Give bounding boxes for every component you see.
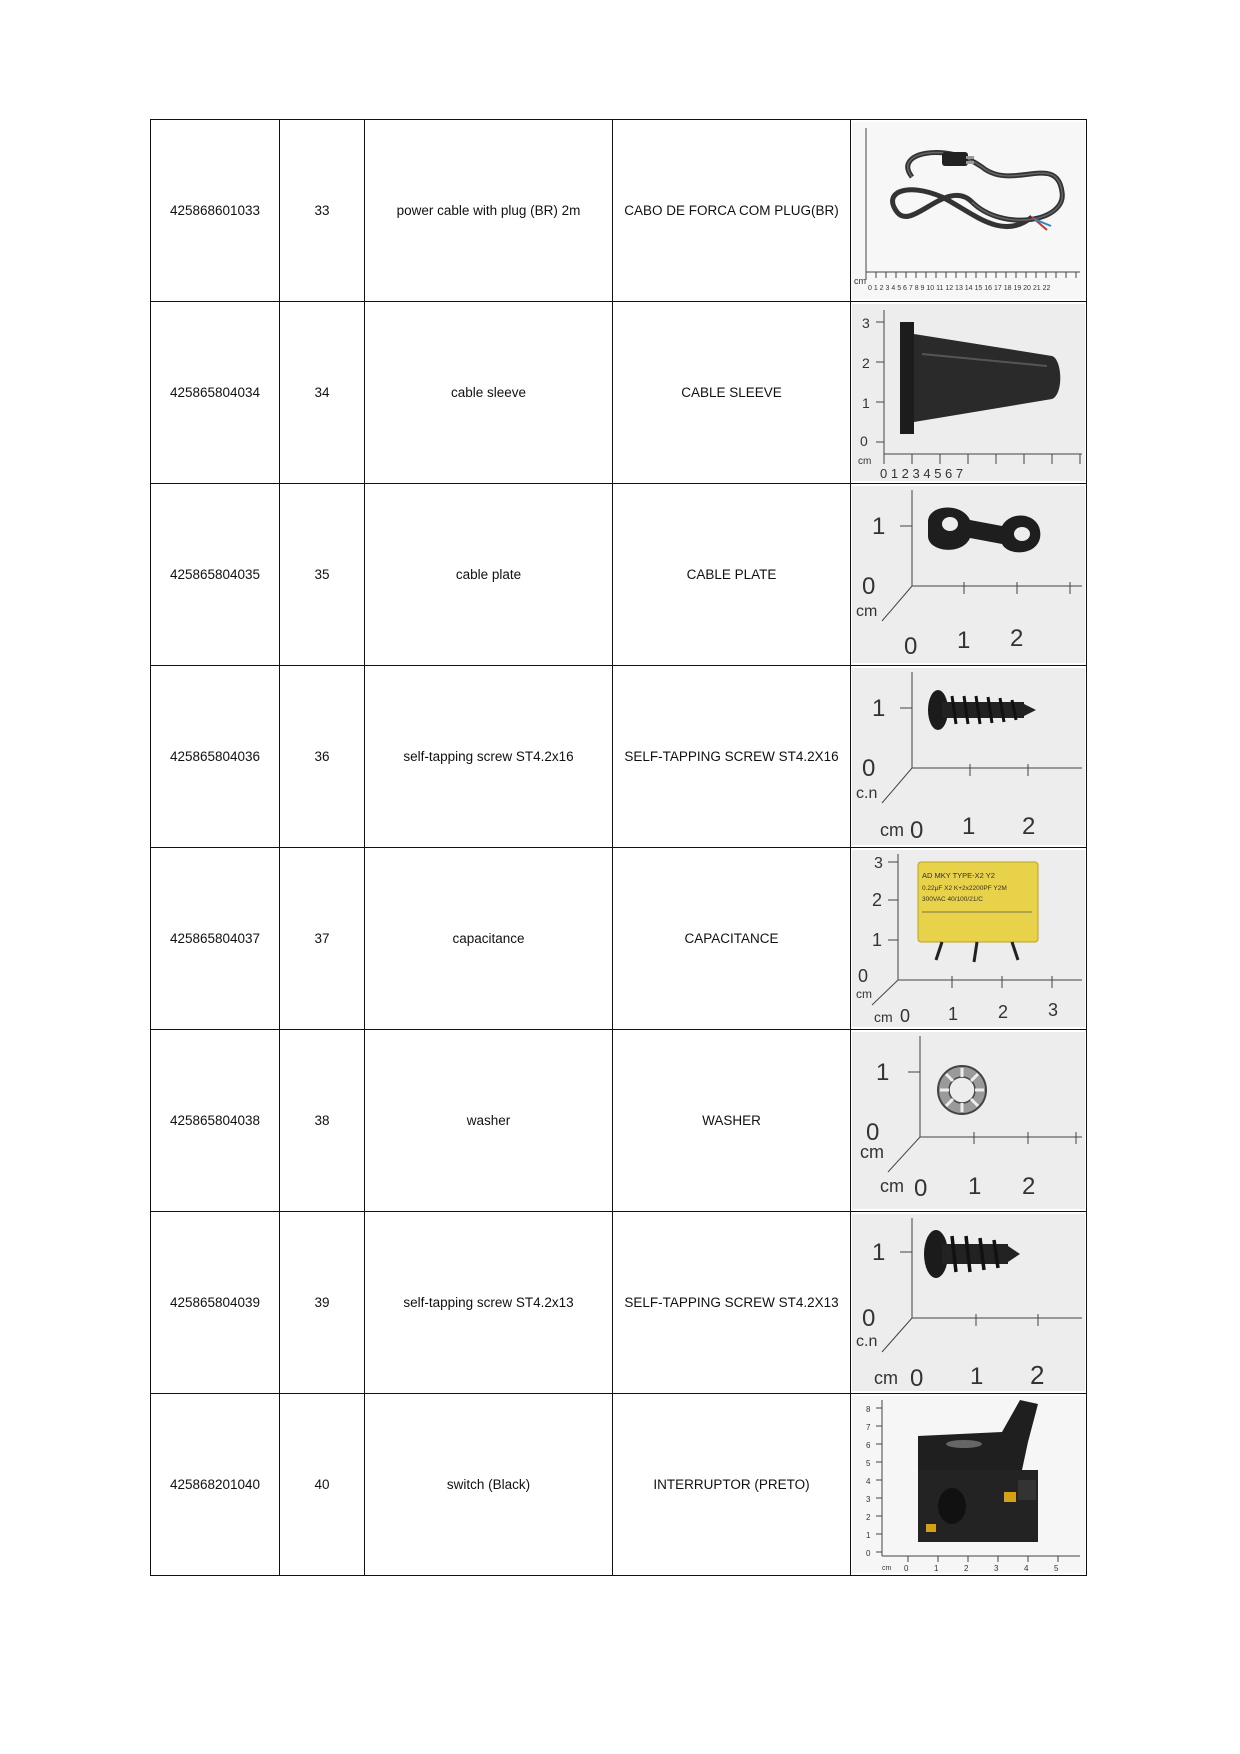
table-row: [151, 484, 1087, 666]
part-number: 39: [280, 1212, 365, 1394]
svg-text:2: 2: [862, 355, 870, 371]
description-pt: SELF-TAPPING SCREW ST4.2X16: [613, 666, 851, 848]
part-photo-cell: [851, 848, 1087, 1030]
part-photo-cell: [851, 484, 1087, 666]
switch-icon: [852, 1396, 1085, 1573]
parts-table: [150, 119, 1087, 1576]
capacitor-label-line: 300VAC 40/100/21/C: [922, 896, 983, 903]
svg-text:3: 3: [1048, 1000, 1059, 1020]
svg-text:0: 0: [904, 1564, 909, 1573]
washer-icon: [852, 1032, 1085, 1209]
svg-text:4: 4: [1024, 1564, 1029, 1573]
svg-text:2: 2: [1010, 625, 1024, 652]
part-photo-cell: [851, 666, 1087, 848]
power-cable-icon: [852, 122, 1085, 299]
description-pt: WASHER: [613, 1030, 851, 1212]
svg-text:c.n: c.n: [856, 1333, 878, 1350]
part-photo-cell: [851, 1394, 1087, 1576]
table-row: [151, 120, 1087, 302]
description-pt: CABO DE FORCA COM PLUG(BR): [613, 120, 851, 302]
table-row: [151, 1030, 1087, 1212]
ruler-unit: cm: [880, 820, 904, 840]
svg-text:0: 0: [858, 966, 869, 986]
part-number: 35: [280, 484, 365, 666]
ruler-unit: cm: [874, 1368, 898, 1388]
svg-text:0: 0: [862, 573, 876, 600]
svg-text:0: 0: [914, 1175, 928, 1202]
svg-text:1: 1: [872, 513, 886, 540]
table-row: [151, 848, 1087, 1030]
cable-plate-icon: [852, 486, 1085, 663]
svg-text:2: 2: [1022, 1173, 1036, 1200]
svg-text:2: 2: [866, 1513, 871, 1522]
capacitor-icon: [852, 850, 1085, 1027]
capacitor-label-line: AD MKY TYPE-X2 Y2: [922, 871, 995, 880]
part-code: 425865804038: [151, 1030, 280, 1212]
svg-text:2: 2: [1030, 1360, 1045, 1390]
ruler-unit: cm: [858, 456, 872, 467]
ruler-unit: cm: [856, 603, 878, 620]
svg-text:1: 1: [948, 1004, 959, 1024]
part-number: 38: [280, 1030, 365, 1212]
svg-text:2: 2: [872, 890, 883, 910]
svg-text:2: 2: [964, 1564, 969, 1573]
svg-text:0: 0: [910, 817, 924, 844]
screw-icon: [852, 668, 1085, 845]
svg-text:0: 0: [904, 633, 918, 660]
part-code: 425865804034: [151, 302, 280, 484]
svg-text:1: 1: [866, 1531, 871, 1540]
svg-text:1: 1: [876, 1059, 890, 1086]
svg-text:2: 2: [1022, 813, 1036, 840]
svg-text:1: 1: [957, 627, 971, 654]
svg-text:1: 1: [872, 695, 886, 722]
description-en: power cable with plug (BR) 2m: [365, 120, 613, 302]
part-code: 425865804035: [151, 484, 280, 666]
svg-text:0 1 2 3 4 5: 0 1 2 3 4 5 6 7: [880, 466, 964, 481]
svg-text:3: 3: [874, 855, 883, 872]
svg-text:c.n: c.n: [856, 785, 878, 802]
description-en: cable sleeve: [365, 302, 613, 484]
part-photo-cell: [851, 120, 1087, 302]
svg-text:3: 3: [862, 315, 870, 331]
description-pt: INTERRUPTOR (PRETO): [613, 1394, 851, 1576]
part-code: 425865804036: [151, 666, 280, 848]
description-en: capacitance: [365, 848, 613, 1030]
capacitor-label-line: 0.22µF X2 K+2x2200PF Y2M: [922, 885, 1007, 892]
part-number: 37: [280, 848, 365, 1030]
description-pt: CAPACITANCE: [613, 848, 851, 1030]
svg-text:4: 4: [866, 1477, 871, 1486]
svg-text:7: 7: [866, 1423, 871, 1432]
svg-text:3: 3: [866, 1495, 871, 1504]
svg-text:1: 1: [970, 1363, 984, 1390]
svg-text:0 1 2 3 4 5 6 7 8 9 1: 0 1 2 3 4 5 6 7 8 9 10 11 12 13 14 15 16 17 18 19 20 21 22: [868, 285, 1051, 292]
part-code: 425865804039: [151, 1212, 280, 1394]
ruler-unit: cm: [874, 1009, 893, 1025]
cable-sleeve-icon: [852, 304, 1085, 481]
part-number: 40: [280, 1394, 365, 1576]
svg-text:0: 0: [866, 1119, 880, 1146]
description-en: self-tapping screw ST4.2x13: [365, 1212, 613, 1394]
svg-text:0: 0: [900, 1006, 911, 1026]
svg-text:8: 8: [866, 1405, 871, 1414]
table-row: [151, 302, 1087, 484]
svg-text:1: 1: [962, 813, 976, 840]
description-pt: CABLE PLATE: [613, 484, 851, 666]
svg-text:1: 1: [862, 395, 870, 411]
svg-text:5: 5: [1054, 1564, 1059, 1573]
svg-text:3: 3: [994, 1564, 999, 1573]
screw-icon: [852, 1214, 1085, 1391]
description-pt: SELF-TAPPING SCREW ST4.2X13: [613, 1212, 851, 1394]
part-photo-cell: [851, 1212, 1087, 1394]
part-number: 33: [280, 120, 365, 302]
part-number: 34: [280, 302, 365, 484]
ruler-unit: cm: [882, 1565, 892, 1572]
ruler-unit: cm: [860, 1142, 884, 1162]
part-code: 425865804037: [151, 848, 280, 1030]
svg-text:0: 0: [866, 1549, 871, 1558]
description-en: washer: [365, 1030, 613, 1212]
description-pt: CABLE SLEEVE: [613, 302, 851, 484]
table-row: [151, 1212, 1087, 1394]
part-photo-cell: [851, 302, 1087, 484]
table-row: [151, 666, 1087, 848]
svg-text:cm: cm: [880, 1176, 904, 1196]
part-code: 425868201040: [151, 1394, 280, 1576]
svg-text:0: 0: [860, 433, 868, 449]
svg-text:1: 1: [968, 1173, 982, 1200]
ruler-unit: cm: [854, 276, 866, 286]
svg-text:0: 0: [910, 1365, 924, 1391]
part-number: 36: [280, 666, 365, 848]
part-photo-cell: [851, 1030, 1087, 1212]
description-en: cable plate: [365, 484, 613, 666]
svg-text:1: 1: [934, 1564, 939, 1573]
svg-text:1: 1: [872, 930, 883, 950]
svg-text:2: 2: [998, 1002, 1009, 1022]
table-row: [151, 1394, 1087, 1576]
part-code: 425868601033: [151, 120, 280, 302]
svg-text:0: 0: [862, 755, 876, 782]
description-en: switch (Black): [365, 1394, 613, 1576]
svg-text:0: 0: [862, 1305, 876, 1332]
svg-text:cm: cm: [856, 987, 872, 1001]
description-en: self-tapping screw ST4.2x16: [365, 666, 613, 848]
svg-text:1: 1: [872, 1239, 886, 1266]
svg-text:6: 6: [866, 1441, 871, 1450]
svg-text:5: 5: [866, 1459, 871, 1468]
